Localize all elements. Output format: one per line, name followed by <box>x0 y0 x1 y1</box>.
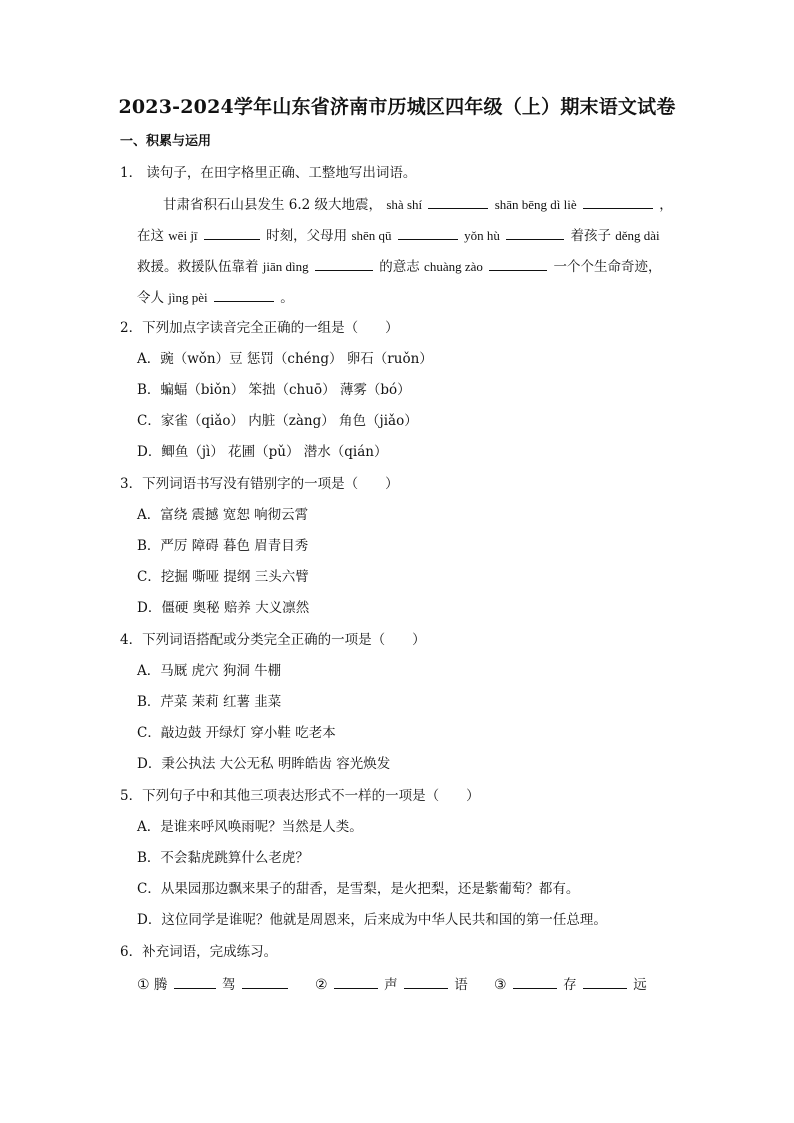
text-fragment: 令人 <box>137 290 164 306</box>
pinyin-prompt: chuàng zào <box>424 259 483 274</box>
answer-blank[interactable] <box>428 195 488 209</box>
pinyin-prompt: jìng pèi <box>168 290 208 305</box>
question-1-line-4 <box>137 288 294 308</box>
item-char: 远 <box>633 977 647 993</box>
pinyin-prompt: jiān dìng <box>262 259 309 274</box>
question-5-option-a[interactable]: A．是谁来呼风唤雨呢？当然是人类。 <box>137 819 363 835</box>
question-3-option-b[interactable]: B．严厉 障碍 暮色 眉青目秀 <box>137 538 309 554</box>
pinyin-prompt: shà shí <box>386 197 423 212</box>
question-4-option-b[interactable]: B．芹菜 茉莉 红薯 韭菜 <box>137 694 282 710</box>
question-6-item-1 <box>137 975 290 995</box>
answer-blank[interactable] <box>398 226 458 240</box>
answer-blank[interactable] <box>204 226 260 240</box>
answer-blank[interactable] <box>489 257 547 271</box>
question-4-option-d[interactable]: D．秉公执法 大公无私 明眸皓齿 容光焕发 <box>137 756 391 772</box>
item-number: ② <box>315 977 328 993</box>
question-5-option-d[interactable]: D．这位同学是谁呢？他就是周恩来，后来成为中华人民共和国的第一任总理。 <box>137 912 607 928</box>
question-5-option-c[interactable]: C．从果园那边飘来果子的甜香，是雪梨，是火把梨，还是紫葡萄？都有。 <box>137 881 580 897</box>
answer-blank[interactable] <box>315 257 373 271</box>
text-fragment: 救援。救援队伍靠着 <box>137 259 259 275</box>
question-3-option-a[interactable]: A．富绕 震撼 宽恕 响彻云霄 <box>137 507 309 523</box>
question-6-stem: 6．补充词语，完成练习。 <box>120 944 278 960</box>
question-4-option-c[interactable]: C．敲边鼓 开绿灯 穿小鞋 吃老本 <box>137 725 336 741</box>
section-heading: 一、积累与运用 <box>120 134 212 149</box>
question-2-stem: 2．下列加点字读音完全正确的一组是（ ） <box>120 320 399 336</box>
text-fragment: 甘肃省积石山县发生 6.2 级大地震， <box>163 197 383 213</box>
text-fragment: 一个个生命奇迹， <box>553 259 662 275</box>
text-fragment: 着孩子 <box>570 228 611 244</box>
question-1-stem: 1． 读句子，在田字格里正确、工整地写出词语。 <box>120 165 417 181</box>
answer-blank[interactable] <box>506 226 564 240</box>
answer-blank[interactable] <box>174 975 216 989</box>
question-2-option-b[interactable]: B．蝙蝠（biǒn） 笨拙（chuō） 薄雾（bó） <box>137 382 411 398</box>
answer-blank[interactable] <box>583 975 627 989</box>
question-6-item-2 <box>315 975 468 995</box>
text-fragment: ， <box>659 197 673 213</box>
item-char: 驾 <box>221 977 236 993</box>
question-6-item-3 <box>494 975 647 995</box>
answer-blank[interactable] <box>404 975 448 989</box>
item-number: ① <box>137 977 150 993</box>
question-5-stem: 5．下列句子中和其他三项表达形式不一样的一项是（ ） <box>120 788 480 804</box>
question-2-option-d[interactable]: D．鲫鱼（jì） 花圃（pǔ） 潜水（qián） <box>137 444 388 460</box>
question-2-option-a[interactable]: A．豌（wǒn）豆 惩罚（chéng） 卵石（ruǒn） <box>137 351 433 367</box>
text-fragment: 时刻，父母用 <box>266 228 348 244</box>
item-char: 声 <box>384 977 398 993</box>
pinyin-prompt: shēn qū <box>351 228 392 243</box>
question-3-option-c[interactable]: C．挖掘 嘶哑 提纲 三头六臂 <box>137 569 309 585</box>
answer-blank[interactable] <box>583 195 653 209</box>
question-4-option-a[interactable]: A．马厩 虎穴 狗洞 牛棚 <box>137 663 282 679</box>
page-title: 2023-2024学年山东省济南市历城区四年级（上）期末语文试卷 <box>118 96 676 118</box>
text-fragment: 在这 <box>137 228 164 244</box>
answer-blank[interactable] <box>214 288 274 302</box>
question-5-option-b[interactable]: B．不会黏虎跳算什么老虎？ <box>137 850 309 866</box>
pinyin-prompt: děng dài <box>615 228 660 243</box>
question-3-option-d[interactable]: D．僵硬 奥秘 赔养 大义凛然 <box>137 600 310 616</box>
text-fragment: 。 <box>280 290 294 306</box>
item-number: ③ <box>494 977 507 993</box>
answer-blank[interactable] <box>242 975 288 989</box>
pinyin-prompt: wēi jī <box>168 228 198 243</box>
question-2-option-c[interactable]: C．家雀（qiǎo） 内脏（zàng） 角色（jiǎo） <box>137 413 418 429</box>
item-char: 存 <box>563 977 577 993</box>
pinyin-prompt: shān bēng dì liè <box>494 197 577 212</box>
answer-blank[interactable] <box>334 975 378 989</box>
question-1-line-1 <box>163 195 673 215</box>
pinyin-prompt: yǒn hù <box>464 228 500 243</box>
question-4-stem: 4．下列词语搭配或分类完全正确的一项是（ ） <box>120 632 426 648</box>
question-1-line-2 <box>137 226 660 246</box>
item-char: 腾 <box>153 977 168 993</box>
question-1-line-3 <box>137 257 661 277</box>
text-fragment: 的意志 <box>379 259 420 275</box>
question-3-stem: 3．下列词语书写没有错别字的一项是（ ） <box>120 476 399 492</box>
answer-blank[interactable] <box>513 975 557 989</box>
item-char: 语 <box>454 977 468 993</box>
